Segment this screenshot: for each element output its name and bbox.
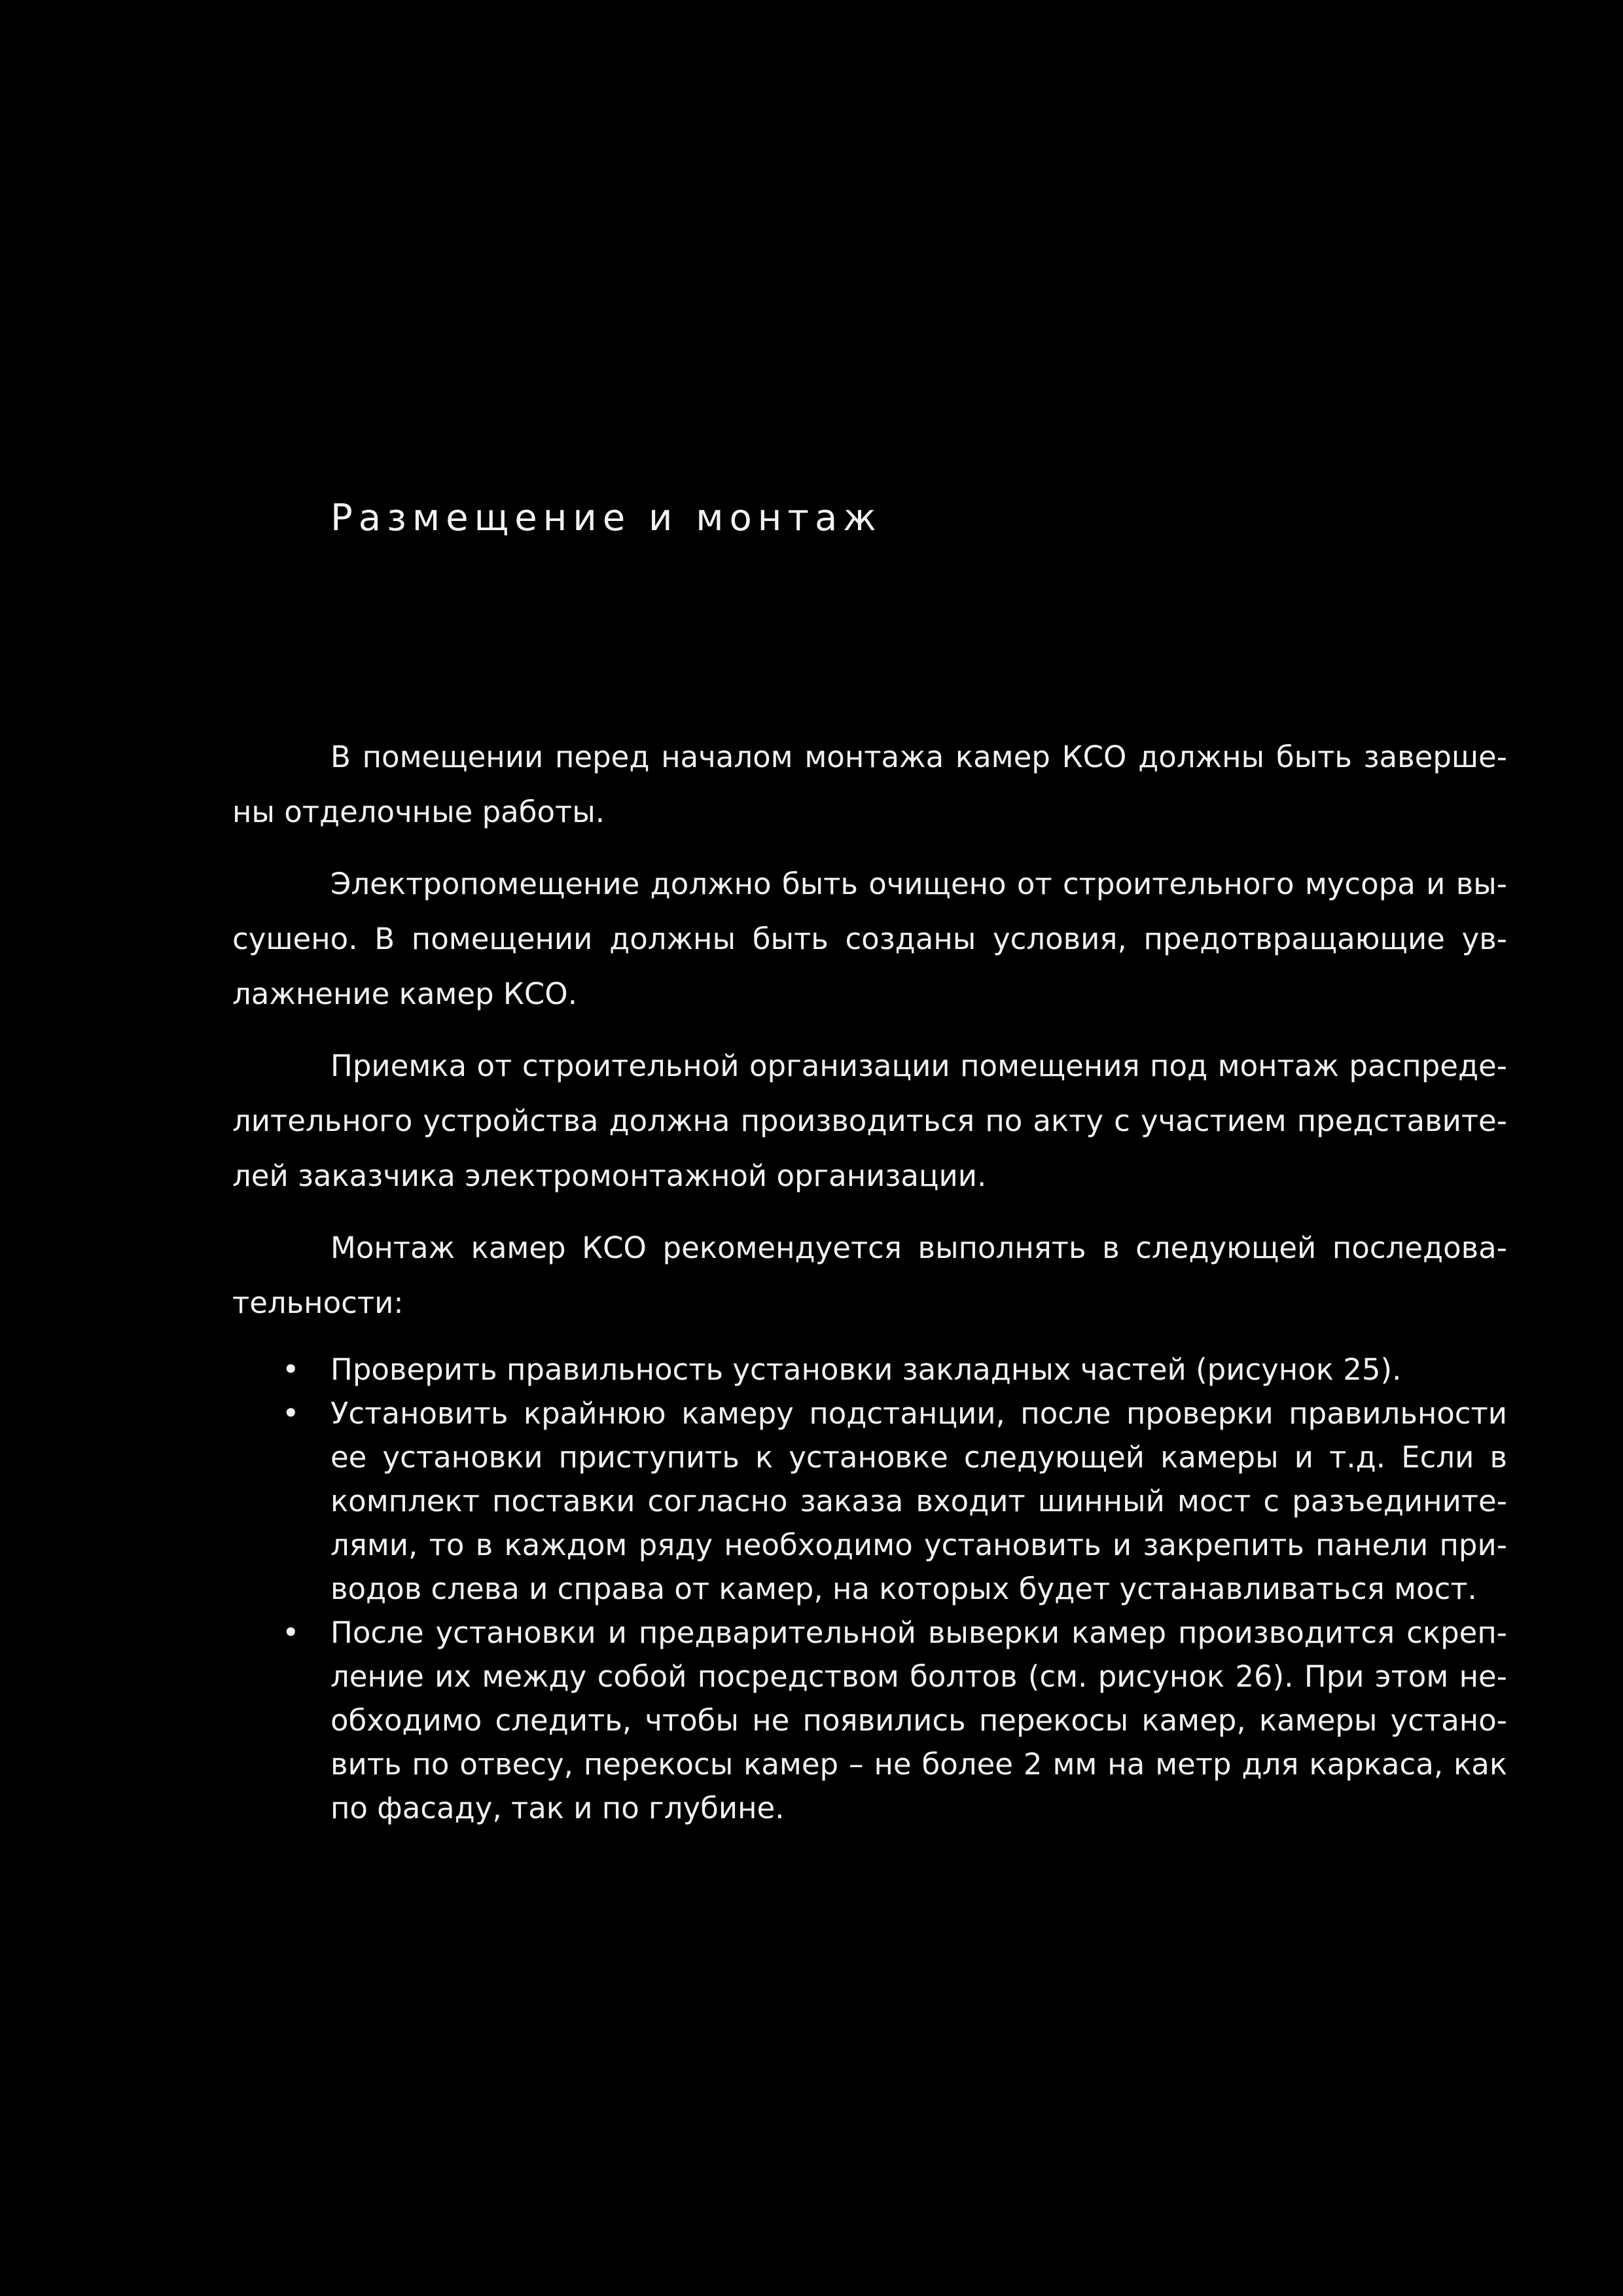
document-body (232, 730, 1507, 1830)
section-heading: Размещение и монтаж (330, 497, 882, 539)
paragraph-finishing-works: В помещении перед началом монтажа камер КСО должны быть завершены отделочные работы. (232, 740, 1507, 829)
installation-steps-list (232, 1348, 1507, 1830)
paragraph-room-acceptance: Приемка от строительной организации помещения под монтаж распределительного устройства должна производиться по акту с участием представителей заказчика электромонтажной организации. (232, 1049, 1507, 1193)
bullet-icon: • (282, 1352, 300, 1387)
paragraph-room-cleaning: Электропомещение должно быть очищено от строительного мусора и высушено. В помещении должны быть созданы условия, предотвращающие увлажнение камер КСО. (232, 867, 1507, 1011)
bullet-icon: • (282, 1615, 300, 1650)
paragraph-installation-sequence: Монтаж камер КСО рекомендуется выполнять в следующей последовательности: (232, 1230, 1507, 1320)
list-item (232, 1611, 1507, 1830)
list-item-text: Установить крайнюю камеру подстанции, после проверки правильности ее установки приступить к установке следующей камеры и т.д. Если в комплект поставки согласно заказа входит шинный мост с разъединителями, то в каждом ряду необходимо установить и закрепить панели приводов слева и справа от камер, на которых будет устанавливаться мост. (330, 1396, 1507, 1606)
list-item-text: После установки и предварительной выверки камер производится скрепление их между собой посредством болтов (см. рисунок 26). При этом необходимо следить, чтобы не появились перекосы камер, камеры установить по отвесу, перекосы камер – не более 2 мм на метр для каркаса, как по фасаду, так и по глубине. (330, 1615, 1507, 1825)
list-item (232, 1348, 1507, 1391)
bullet-icon: • (282, 1396, 300, 1431)
list-item (232, 1391, 1507, 1611)
list-item-text: Проверить правильность установки закладных частей (рисунок 25). (330, 1352, 1402, 1387)
